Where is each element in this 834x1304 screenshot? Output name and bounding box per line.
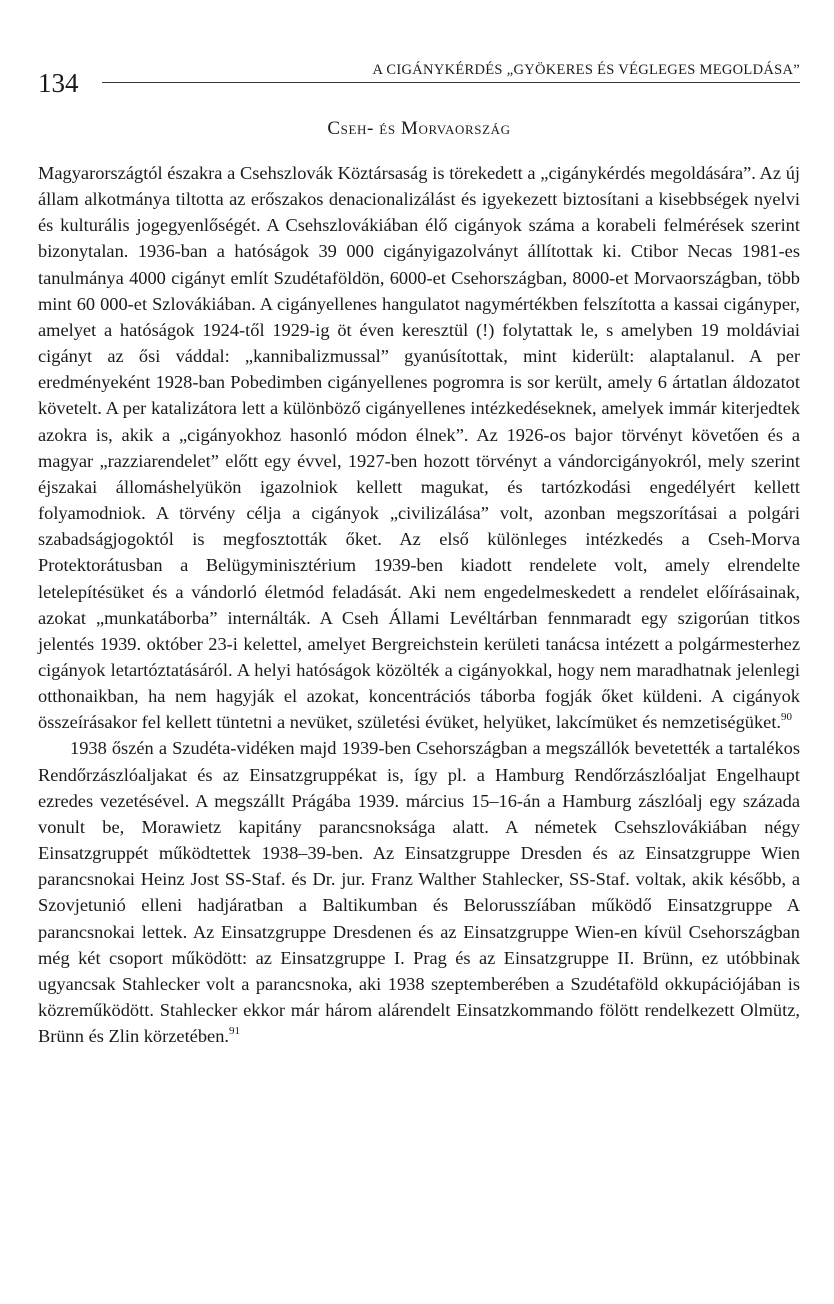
header-rule [102,82,800,83]
running-head: A CIGÁNYKÉRDÉS „GYÖKERES ÉS VÉGLEGES MEGOLDÁSA” [372,62,800,78]
footnote-marker-91: 91 [229,1025,241,1038]
book-page [38,0,800,1047]
paragraph-1 [38,160,800,735]
footnote-marker-90: 90 [781,711,793,724]
section-title: Cseh- és Morvaország [327,118,511,139]
body-text [38,160,800,1049]
page-header [38,0,800,100]
paragraph-2-text: 1938 őszén a Szudéta-vidéken majd 1939-ben Csehországban a megszállók bevetették a tartalékos Rendőrzászlóaljakat és az Einsatzgruppékat is, így pl. a Hamburg Rendőrzászlóaljat Engelhaupt ezredes vezetésével. A megszállt Prágába 1939. március 15–16-án a Hamburg zászlóalj egy százada vonult be, Morawietz kapitány parancsnoksága alatt. A németek Csehszlovákiában négy Einsatzgruppét működtettek 1938–39-ben. Az Einsatzgruppe Dresden és az Einsatzgruppe Wien parancsnokai Heinz Jost SS-Staf. és Dr. jur. Franz Walther Stahlecker, SS-Staf. voltak, akik később, a Szovjetunió elleni hadjáratban a Baltikumban és Belorusszíában működő Einsatzgruppe A parancsnokai lettek. Az Einsatzgruppe Dresdenen és az Einsatzgruppe Wien-en kívül Csehországban még két csoport működött: az Einsatzgruppe I. Prag és az Einsatzgruppe II. Brünn, ez utóbbinak ugyancsak Stahlecker volt a parancsnoka, aki 1938 szeptemberében a Szudétaföld okkupációjában is közreműködött. Stahlecker ekkor már három alárendelt Einsatzkommando fölött rendelkezett Olmütz, Brünn és Zlin körzetében. [38,738,800,1047]
paragraph-2 [38,735,800,1049]
page-number: 134 [38,68,79,98]
paragraph-1-text: Magyarországtól északra a Csehszlovák Köztársaság is törekedett a „cigánykérdés megoldására”. Az új állam alkotmánya tiltotta az erőszakos denacionalizálást és igyekezett biztosítani a kisebbségek nyelvi és kulturális jogegyenlőségét. A Csehszlovákiában élő cigányok száma a korabeli felmérések szerint bizonytalan. 1936-ban a hatóságok 39 000 cigányigazolványt állítottak ki. Ctibor Necas 1981-es tanulmánya 4000 cigányt említ Szudétaföldön, 6000-et Csehországban, 8000-et Morvaországban, több mint 60 000-et Szlovákiában. A cigányellenes hangulatot nagymértékben felszította a kassai cigányper, amelyet a hatóságok 1924-től 1929-ig öt éven keresztül (!) folytattak le, s amelyben 19 moldáviai cigányt az ősi váddal: „kannibalizmussal” gyanúsítottak, mint kiderült: alaptalanul. A per eredményeként 1928-ban Pobedimben cigányellenes pogromra is sor került, amely 6 ártatlan áldozatot követelt. A per katalizátora lett a különböző cigányellenes intézkedéseknek, amelyek immár kiterjedtek azokra is, akik a „cigányokhoz hasonló módon élnek”. Az 1926-os bajor törvényt követően és a magyar „razziarendelet” előtt egy évvel, 1927-ben hozott törvényt a vándorcigányokról, mely szerint éjszakai állomáshelyükön igazolniok kellett magukat, és tartózkodási engedélyért kellett folyamodniok. A törvény célja a cigányok „civilizálása” volt, azonban megszorításai a polgári szabadságjogoktól is megfosztották őket. Az első különleges intézkedés a Cseh-Morva Protektorátusban a Belügyminisztérium 1939-ben kiadott rendelete volt, amely elrendelte letelepítésüket és a vándorló életmód feladását. Aki nem engedelmeskedett a rendelet előírásainak, azokat „munkatáborba” internálták. A Cseh Állami Levéltárban fennmaradt egy szigorúan titkos jelentés 1939. október 23-i kelettel, amelyet Bergreichstein kerületi tanácsa intézett a polgármesterhez cigányok letartóztatásáról. A helyi hatóságok közölték a cigányokkal, hogy nem maradhatnak jelenlegi otthonaikban, ha nem hagyják el azokat, koncentrációs táborba fogják őket küldeni. A cigányok összeírásakor fel kellett tüntetni a nevüket, születési évüket, helyüket, lakcímüket és nemzetiségüket. [38,163,800,733]
